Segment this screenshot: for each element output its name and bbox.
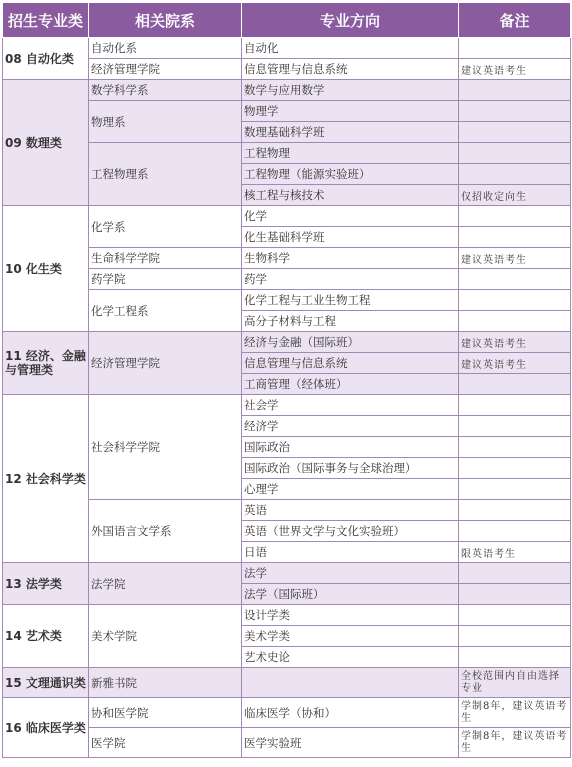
department-cell: 工程物理系 (89, 143, 242, 206)
table-row (3, 500, 571, 521)
major-cell: 法学 (242, 563, 459, 584)
major-cell: 信息管理与信息系统 (242, 59, 459, 80)
note-cell: 学制8年，建议英语考生 (459, 698, 571, 728)
note-cell (459, 374, 571, 395)
major-cell: 工程物理（能源实验班） (242, 164, 459, 185)
note-cell (459, 122, 571, 143)
major-cell: 英语（世界文学与文化实验班） (242, 521, 459, 542)
table-body (3, 38, 571, 758)
note-cell (459, 290, 571, 311)
note-cell (459, 563, 571, 584)
table-row (3, 605, 571, 626)
major-cell: 药学 (242, 269, 459, 290)
department-cell: 美术学院 (89, 605, 242, 668)
department-cell: 化学系 (89, 206, 242, 248)
major-cell: 临床医学（协和） (242, 698, 459, 728)
major-cell: 工商管理（经体班） (242, 374, 459, 395)
major-cell: 国际政治 (242, 437, 459, 458)
category-cell: 14 艺术类 (3, 605, 89, 668)
table-row (3, 395, 571, 416)
category-cell: 11 经济、金融与管理类 (3, 332, 89, 395)
major-cell: 医学实验班 (242, 728, 459, 758)
note-cell: 建议英语考生 (459, 332, 571, 353)
department-cell: 物理系 (89, 101, 242, 143)
table-row (3, 206, 571, 227)
major-cell: 设计学类 (242, 605, 459, 626)
major-cell: 自动化 (242, 38, 459, 59)
department-cell: 协和医学院 (89, 698, 242, 728)
header-row (3, 3, 571, 38)
major-cell: 化生基础科学班 (242, 227, 459, 248)
table-row (3, 80, 571, 101)
department-cell: 药学院 (89, 269, 242, 290)
major-cell: 经济学 (242, 416, 459, 437)
major-cell: 生物科学 (242, 248, 459, 269)
note-cell: 限英语考生 (459, 542, 571, 563)
department-cell: 化学工程系 (89, 290, 242, 332)
note-cell: 全校范围内自由选择专业 (459, 668, 571, 698)
note-cell: 建议英语考生 (459, 59, 571, 80)
table-row (3, 563, 571, 584)
category-cell: 16 临床医学类 (3, 698, 89, 758)
table-row (3, 668, 571, 698)
note-cell: 建议英语考生 (459, 353, 571, 374)
note-cell (459, 458, 571, 479)
note-cell (459, 437, 571, 458)
header-category: 招生专业类 (3, 3, 89, 38)
department-cell: 数学科学系 (89, 80, 242, 101)
major-cell: 艺术史论 (242, 647, 459, 668)
major-cell: 核工程与核技术 (242, 185, 459, 206)
category-cell: 08 自动化类 (3, 38, 89, 80)
table-row (3, 143, 571, 164)
major-cell: 日语 (242, 542, 459, 563)
major-cell: 法学（国际班） (242, 584, 459, 605)
majors-table (2, 2, 571, 758)
department-cell: 外国语言文学系 (89, 500, 242, 563)
note-cell: 建议英语考生 (459, 248, 571, 269)
department-cell: 社会科学学院 (89, 395, 242, 500)
note-cell: 仅招收定向生 (459, 185, 571, 206)
major-cell: 化学 (242, 206, 459, 227)
note-cell (459, 80, 571, 101)
department-cell: 经济管理学院 (89, 59, 242, 80)
note-cell (459, 416, 571, 437)
note-cell (459, 500, 571, 521)
department-cell: 经济管理学院 (89, 332, 242, 395)
note-cell (459, 38, 571, 59)
category-cell: 10 化生类 (3, 206, 89, 332)
major-cell: 数理基础科学班 (242, 122, 459, 143)
department-cell: 生命科学学院 (89, 248, 242, 269)
note-cell (459, 395, 571, 416)
header-department: 相关院系 (89, 3, 242, 38)
note-cell (459, 647, 571, 668)
header-note: 备注 (459, 3, 571, 38)
header-major: 专业方向 (242, 3, 459, 38)
category-cell: 12 社会科学类 (3, 395, 89, 563)
category-cell: 15 文理通识类 (3, 668, 89, 698)
table-row (3, 332, 571, 353)
table-row (3, 728, 571, 758)
major-cell: 信息管理与信息系统 (242, 353, 459, 374)
note-cell (459, 584, 571, 605)
department-cell: 自动化系 (89, 38, 242, 59)
table-row (3, 38, 571, 59)
note-cell (459, 479, 571, 500)
note-cell (459, 227, 571, 248)
major-cell: 物理学 (242, 101, 459, 122)
note-cell (459, 143, 571, 164)
table-row (3, 698, 571, 728)
note-cell (459, 206, 571, 227)
note-cell (459, 605, 571, 626)
table-row (3, 101, 571, 122)
major-cell: 工程物理 (242, 143, 459, 164)
note-cell (459, 626, 571, 647)
note-cell (459, 164, 571, 185)
note-cell (459, 269, 571, 290)
major-cell: 社会学 (242, 395, 459, 416)
department-cell: 新雅书院 (89, 668, 242, 698)
major-cell: 数学与应用数学 (242, 80, 459, 101)
table-row (3, 59, 571, 80)
category-cell: 09 数理类 (3, 80, 89, 206)
department-cell: 法学院 (89, 563, 242, 605)
table-row (3, 248, 571, 269)
note-cell (459, 521, 571, 542)
department-cell: 医学院 (89, 728, 242, 758)
note-cell (459, 101, 571, 122)
category-cell: 13 法学类 (3, 563, 89, 605)
major-cell: 心理学 (242, 479, 459, 500)
note-cell (459, 311, 571, 332)
major-cell: 经济与金融（国际班） (242, 332, 459, 353)
major-cell: 化学工程与工业生物工程 (242, 290, 459, 311)
major-cell (242, 668, 459, 698)
major-cell: 美术学类 (242, 626, 459, 647)
major-cell: 国际政治（国际事务与全球治理） (242, 458, 459, 479)
major-cell: 英语 (242, 500, 459, 521)
note-cell: 学制8年，建议英语考生 (459, 728, 571, 758)
table-row (3, 269, 571, 290)
major-cell: 高分子材料与工程 (242, 311, 459, 332)
table-row (3, 290, 571, 311)
